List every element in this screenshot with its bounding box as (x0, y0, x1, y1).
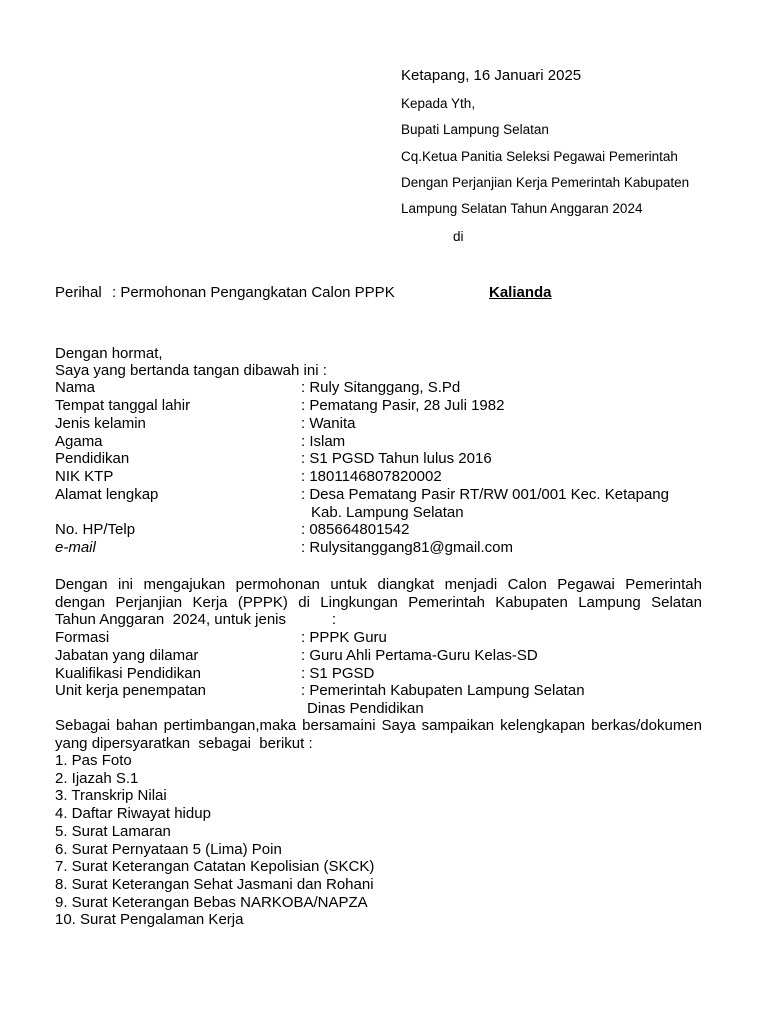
list-item: 2. Ijazah S.1 (55, 769, 139, 787)
subject-label: Perihal (55, 284, 102, 301)
location: Kalianda (489, 284, 552, 301)
recipient-line: Cq.Ketua Panitia Seleksi Pegawai Pemerintah (401, 149, 678, 164)
field-label: Formasi (55, 629, 110, 646)
position-row (55, 629, 705, 647)
list-item: 7. Surat Keterangan Catatan Kepolisian (SKCK) (55, 858, 375, 876)
field-value: : Pematang Pasir, 28 Juli 1982 (301, 397, 505, 414)
field-label: Unit kerja penempatan (55, 682, 206, 699)
field-label: No. HP/Telp (55, 521, 136, 538)
identity-row (55, 433, 705, 451)
attachments-list (55, 752, 374, 929)
intro-text: Saya yang bertanda tangan dibawah ini : (55, 362, 327, 379)
field-value-continuation: Dinas Pendidikan (307, 700, 424, 717)
position-row (55, 665, 705, 683)
place-date: Ketapang, 16 Januari 2025 (401, 67, 582, 84)
field-value: : S1 PGSD Tahun lulus 2016 (301, 450, 492, 467)
identity-row (55, 379, 705, 397)
di-label: di (453, 229, 464, 244)
list-item: 6. Surat Pernyataan 5 (Lima) Poin (55, 840, 282, 858)
list-item: 8. Surat Keterangan Sehat Jasmani dan Rohani (55, 875, 374, 893)
field-label: Agama (55, 433, 103, 450)
identity-row (55, 521, 705, 539)
request-line: Tahun Anggaran 2024, untuk jenis : (55, 611, 337, 628)
field-value-continuation: Kab. Lampung Selatan (311, 504, 464, 521)
field-value: : Islam (301, 433, 346, 450)
field-value: : Pemerintah Kabupaten Lampung Selatan (301, 682, 585, 699)
field-value: : Guru Ahli Pertama-Guru Kelas-SD (301, 647, 538, 664)
identity-row (55, 539, 705, 557)
recipient-line: Dengan Perjanjian Kerja Pemerintah Kabupaten (401, 175, 690, 190)
field-value: : Rulysitanggang81@gmail.com (301, 539, 513, 556)
field-value: : Ruly Sitanggang, S.Pd (301, 379, 461, 396)
position-row-continuation (55, 700, 705, 718)
identity-row (55, 415, 705, 433)
subject-text: : Permohonan Pengangkatan Calon PPPK (112, 284, 395, 301)
list-item: 4. Daftar Riwayat hidup (55, 805, 211, 823)
list-item: 10. Surat Pengalaman Kerja (55, 911, 244, 929)
identity-row (55, 397, 705, 415)
recipient-line: Lampung Selatan Tahun Anggaran 2024 (401, 201, 643, 216)
list-item: 1. Pas Foto (55, 752, 132, 769)
field-value: : S1 PGSD (301, 665, 375, 682)
field-value: : Wanita (301, 415, 356, 432)
field-label: Nama (55, 379, 96, 396)
request-line: Dengan ini mengajukan permohonan untuk diangkat menjadi Calon Pegawai Pemerintah (55, 576, 702, 593)
recipient-line: Bupati Lampung Selatan (401, 122, 549, 137)
position-row (55, 682, 705, 700)
field-value: : PPPK Guru (301, 629, 387, 646)
identity-row (55, 468, 705, 486)
list-item: 5. Surat Lamaran (55, 822, 171, 840)
attachments-intro: yang dipersyaratkan sebagai berikut : (55, 735, 313, 752)
salutation: Kepada Yth, (401, 96, 476, 111)
position-row (55, 647, 705, 665)
field-label: Pendidikan (55, 450, 130, 467)
attachments-intro: Sebagai bahan pertimbangan,maka bersamaini Saya sampaikan kelengkapan berkas/dokumen (55, 717, 702, 734)
field-label: NIK KTP (55, 468, 114, 485)
field-label: Kualifikasi Pendidikan (55, 665, 201, 682)
field-value: : 085664801542 (301, 521, 410, 538)
field-label: e-mail (55, 539, 96, 556)
request-line: dengan Perjanjian Kerja (PPPK) di Lingkungan Pemerintah Kabupaten Lampung Selatan (55, 594, 702, 611)
list-item: 9. Surat Keterangan Bebas NARKOBA/NAPZA (55, 893, 368, 911)
greeting: Dengan hormat, (55, 345, 163, 362)
field-label: Jabatan yang dilamar (55, 647, 199, 664)
field-label: Alamat lengkap (55, 486, 159, 503)
identity-row-continuation (55, 504, 705, 522)
identity-row (55, 450, 705, 468)
field-value: : 1801146807820002 (301, 468, 442, 485)
field-label: Jenis kelamin (55, 415, 146, 432)
list-item: 3. Transkrip Nilai (55, 787, 167, 805)
field-label: Tempat tanggal lahir (55, 397, 191, 414)
field-value: : Desa Pematang Pasir RT/RW 001/001 Kec. Ketapang (301, 486, 669, 503)
identity-row (55, 486, 705, 504)
